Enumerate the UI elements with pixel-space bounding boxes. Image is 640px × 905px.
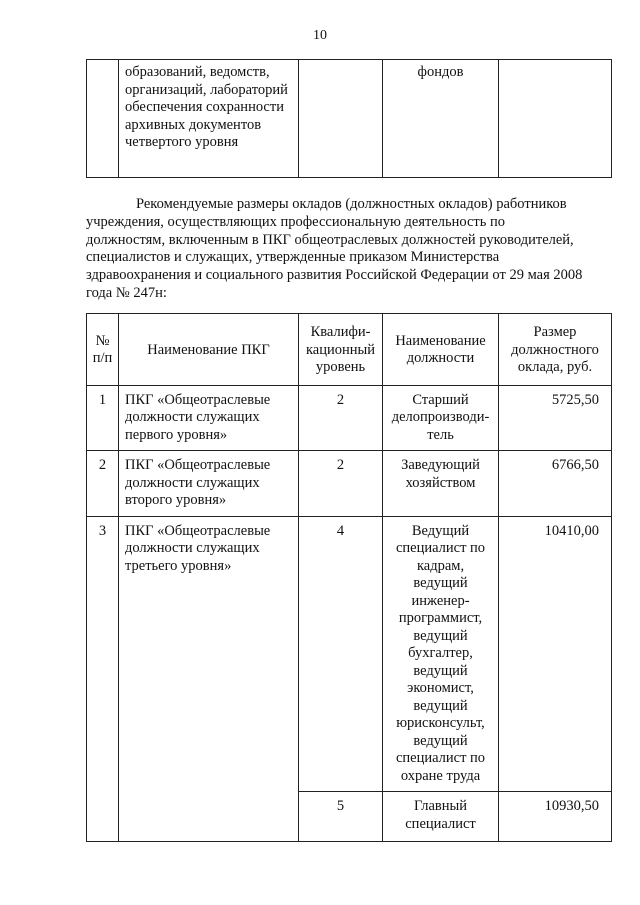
intro-line: Рекомендуемые размеры окладов (должностных окладов) работников: [136, 196, 567, 212]
cell-salary: 10410,00: [499, 516, 612, 792]
table-row: [87, 516, 612, 792]
table-cell-empty: [87, 60, 119, 178]
intro-line: здравоохранения и социального развития Российской Федерации от 29 мая 2008: [86, 267, 583, 284]
table-cell-empty: [499, 60, 612, 178]
cell-salary: 6766,50: [499, 451, 612, 517]
cell-level: 4: [299, 516, 383, 792]
cell-level: 5: [299, 792, 383, 842]
cell-position: Заведующий хозяйством: [383, 451, 499, 517]
intro-line: специалистов и служащих, утвержденные приказом Министерства: [86, 249, 500, 266]
cell-position: Главный специалист: [383, 792, 499, 842]
cell-salary: 5725,50: [499, 385, 612, 451]
cell-num: 1: [87, 385, 119, 451]
cell-level: 2: [299, 385, 383, 451]
cell-pkg: ПКГ «Общеотраслевые должности служащих второго уровня»: [119, 451, 299, 517]
table-row: [87, 60, 612, 178]
intro-line: года № 247н:: [86, 284, 167, 301]
continuation-table: [86, 59, 612, 178]
table-header-row: [87, 314, 612, 386]
salary-table: [86, 313, 612, 842]
cell-pkg: ПКГ «Общеотраслевые должности служащих первого уровня»: [119, 385, 299, 451]
intro-line: должностям, включенным в ПКГ общеотраслевых должностей руководителей,: [86, 231, 574, 248]
header-pkg: Наименование ПКГ: [119, 314, 299, 386]
table-row: [87, 451, 612, 517]
cell-level: 2: [299, 451, 383, 517]
table-cell-description: образований, ведомств, организаций, лабораторий обеспечения сохранности архивных документов четвертого уровня: [119, 60, 299, 178]
page-number: 10: [313, 28, 327, 43]
cell-position: Ведущий специалист по кадрам, ведущий инженер-программист, ведущий бухгалтер, ведущий экономист, ведущий юрисконсульт, ведущий специалист по охране труда: [383, 516, 499, 792]
header-salary: Размер должностного оклада, руб.: [499, 314, 612, 386]
intro-paragraph: [86, 196, 611, 303]
cell-pkg: ПКГ «Общеотраслевые должности служащих третьего уровня»: [119, 516, 299, 842]
cell-num: 2: [87, 451, 119, 517]
cell-position: Старший делопроизводи-тель: [383, 385, 499, 451]
intro-line: учреждения, осуществляющих профессиональную деятельность по: [86, 213, 505, 230]
header-num: № п/п: [87, 314, 119, 386]
table-row: [87, 385, 612, 451]
table-cell-empty: [299, 60, 383, 178]
cell-num: 3: [87, 516, 119, 842]
table-cell-position: фондов: [383, 60, 499, 178]
header-level: Квалифи-кационный уровень: [299, 314, 383, 386]
header-position: Наименование должности: [383, 314, 499, 386]
cell-salary: 10930,50: [499, 792, 612, 842]
